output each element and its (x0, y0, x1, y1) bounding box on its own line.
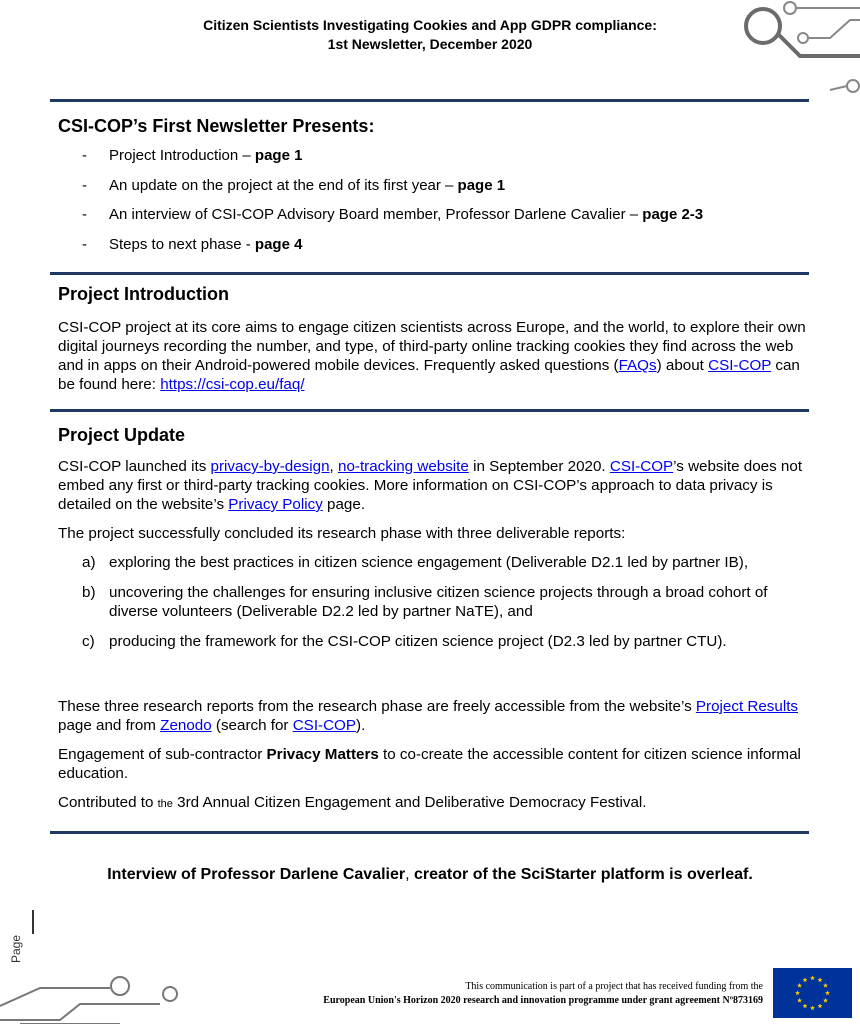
eu-stars-icon (773, 968, 852, 1018)
list-item: - Steps to next phase - page 4 (82, 235, 303, 253)
list-item: a) exploring the best practices in citizen science engagement (Deliverable D2.1 led by partner IB), (82, 554, 749, 571)
eu-star (818, 977, 823, 982)
eu-star (818, 1003, 823, 1008)
page-reference: page 4 (254, 235, 303, 253)
page-reference: page 2-3 (642, 206, 704, 223)
page-number-mark (32, 910, 34, 934)
privacy-policy-link[interactable]: Privacy Policy (228, 496, 323, 513)
eu-star (823, 983, 828, 988)
csi-cop-search-link[interactable]: CSI-COP (292, 717, 357, 734)
project-results-link[interactable]: Project Results (695, 698, 799, 715)
update-paragraph-festival: Contributed to the 3rd Annual Citizen Engagement and Deliberative Democracy Festival. (58, 794, 647, 811)
section-divider (50, 99, 809, 102)
section-divider (50, 272, 809, 275)
circuit-decoration-bottom (0, 968, 200, 1024)
csi-cop-link[interactable]: CSI-COP (609, 458, 674, 475)
page-reference: page 1 (254, 147, 303, 164)
eu-star (803, 977, 808, 982)
zenodo-link[interactable]: Zenodo (160, 717, 212, 734)
toc-heading: CSI-COP’s First Newsletter Presents: (58, 116, 375, 136)
eu-star (797, 983, 802, 988)
page-number: Page (16, 918, 38, 962)
funding-statement: This communication is part of a project that has received funding from the European Union's Horizon 2020 research and innovation programme under grant agreement Nº873169 (323, 981, 763, 1006)
eu-flag-logo (773, 968, 852, 1018)
overleaf-note: Interview of Professor Darlene Cavalier, creator of the SciStarter platform is overleaf. (107, 866, 753, 883)
eu-star (825, 990, 830, 995)
update-paragraph-subcontractor: Engagement of sub-contractor Privacy Matters to co-create the accessible content for citizen science informal education. (58, 746, 801, 782)
deliverables-list (82, 553, 808, 651)
circuit-decoration-top (730, 0, 860, 100)
eu-star (823, 998, 828, 1003)
faqs-link[interactable]: FAQs (618, 357, 657, 374)
list-item: - Project Introduction – page 1 (82, 147, 303, 164)
page-reference: page 1 (457, 176, 506, 194)
update-paragraph-results: These three research reports from the research phase are freely accessible from the website’s Project Results page and from Zenodo (search for CSI-COP). (58, 698, 799, 734)
section-divider (50, 409, 809, 412)
update-paragraph-research: The project successfully concluded its research phase with three deliverable reports: (58, 525, 626, 542)
list-item: - An update on the project at the end of its first year – page 1 (82, 176, 506, 194)
title-line-2: 1st Newsletter, December 2020 (327, 36, 533, 52)
eu-star (803, 1003, 808, 1008)
no-tracking-website-link[interactable]: no-tracking website (338, 458, 469, 475)
update-heading: Project Update (58, 425, 186, 445)
intro-paragraph: CSI-COP project at its core aims to engage citizen scientists across Europe, and the world, to explore their own digital journeys recording the number, and type, of third-party online tracking cookies they find across the web and in apps on their Android-powered mobile devices. Frequently asked questions (FAQs) about CSI-COP can be found here: https://csi-cop.eu/faq/ (58, 319, 806, 393)
eu-star (810, 1005, 815, 1010)
csi-cop-link[interactable]: CSI-COP (708, 357, 772, 374)
list-item: b) uncovering the challenges for ensuring inclusive citizen science projects through a broad cohort of diverse volunteers (Deliverable D2.2 led by partner NaTE), and (82, 584, 768, 620)
faq-url-link[interactable]: https://csi-cop.eu/faq/ (160, 376, 305, 393)
privacy-by-design-link[interactable]: privacy-by-design (210, 458, 330, 475)
intro-heading: Project Introduction (58, 284, 229, 304)
eu-star (795, 990, 800, 995)
eu-star (797, 998, 802, 1003)
section-divider (50, 831, 809, 834)
update-paragraph-website: CSI-COP launched its privacy-by-design, no-tracking website in September 2020. CSI-COP’s website does not embed any first or third-party tracking cookies. More information on CSI-COP’s approach to data privacy is detailed on the website’s Privacy Policy page. (58, 458, 803, 513)
list-item: c) producing the framework for the CSI-COP citizen science project (D2.3 led by partner CTU). (82, 633, 727, 650)
contents-list (82, 147, 703, 265)
title-line-1: Citizen Scientists Investigating Cookies and App GDPR compliance: (203, 17, 657, 33)
eu-star (810, 975, 815, 980)
list-item: - An interview of CSI-COP Advisory Board member, Professor Darlene Cavalier – page 2-3 (82, 206, 704, 223)
newsletter-title (120, 16, 740, 54)
